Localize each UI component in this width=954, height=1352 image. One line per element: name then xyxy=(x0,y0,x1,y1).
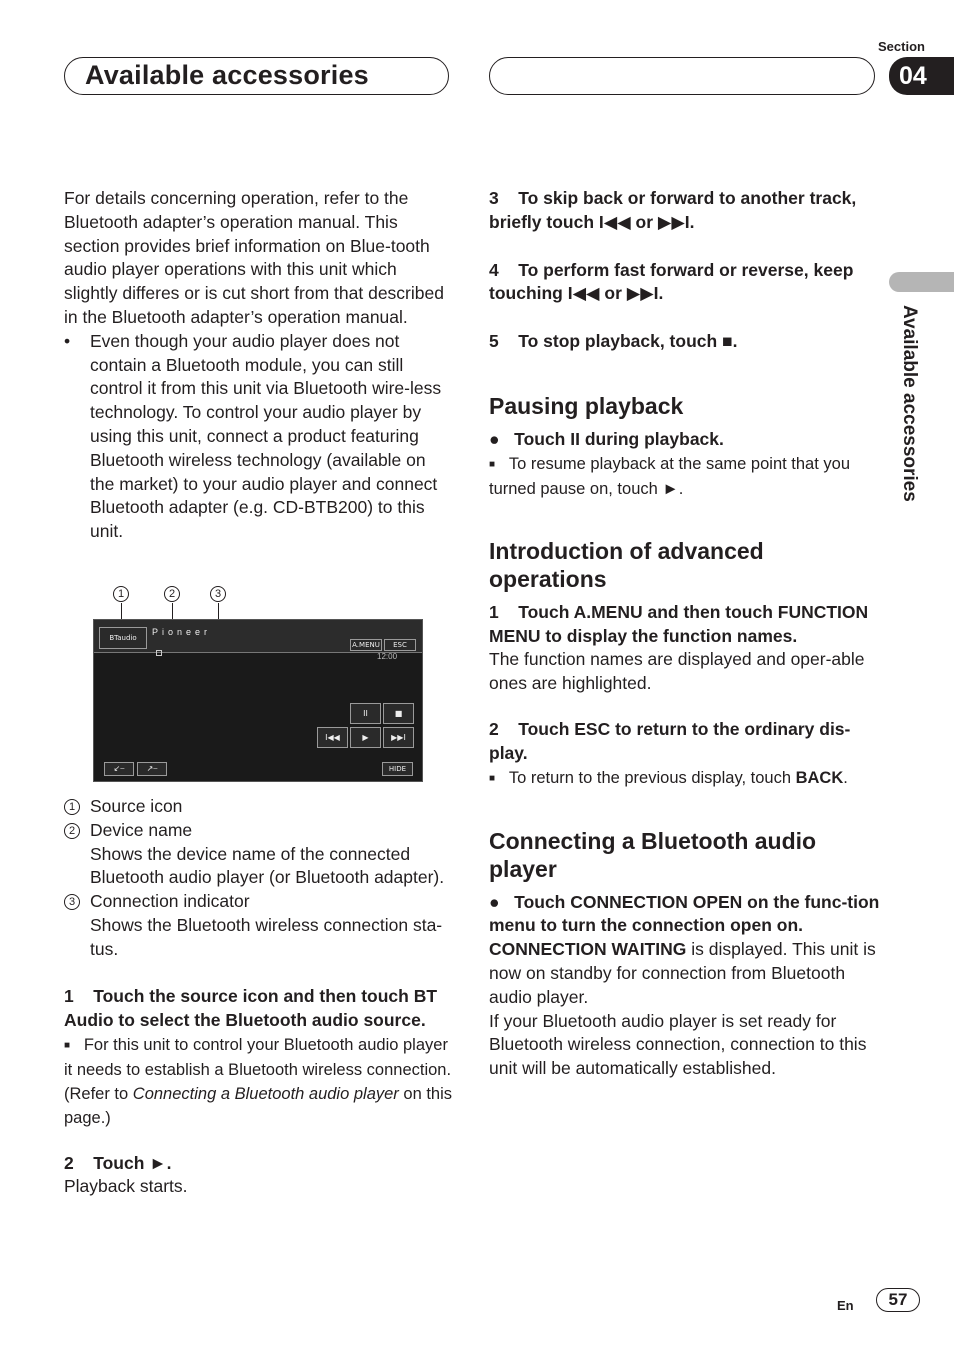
note-bold: BACK xyxy=(795,768,844,787)
stop-button: ■ xyxy=(383,703,414,724)
source-icon: BTaudio xyxy=(99,627,147,649)
adv-step-2-note xyxy=(489,766,881,791)
conn-desc-2: If your Bluetooth audio player is set ready for Bluetooth wireless connection, connection to this unit will be automatically established. xyxy=(489,1010,867,1079)
step-5 xyxy=(489,330,881,354)
pause-button: II xyxy=(350,703,381,724)
left-steps xyxy=(64,985,454,1199)
callout-1: 1 xyxy=(113,586,129,602)
callout-3: 3 xyxy=(210,586,226,602)
square-bullet: ■ xyxy=(489,772,496,784)
step-text: Touch ►. xyxy=(93,1152,172,1173)
conn-step xyxy=(489,891,881,939)
pausing-note xyxy=(489,452,881,501)
step-number: 2 xyxy=(489,718,499,739)
page-number: 57 xyxy=(876,1288,920,1312)
legend-item-3 xyxy=(64,890,456,914)
screen-left-button-1: ↙⎯ xyxy=(104,762,134,776)
device-name: Pioneer xyxy=(152,627,212,637)
screen-left-button-2: ↗⎯ xyxy=(137,762,167,776)
conn-desc-1 xyxy=(489,938,881,1009)
legend-desc: Shows the device name of the connected Bluetooth audio player (or Bluetooth adapter). xyxy=(90,843,445,888)
note-text: . xyxy=(843,768,848,787)
note-text: on this page.) xyxy=(64,1084,453,1127)
step-text: To skip back or forward to another track, briefly touch I◀◀ or ▶▶I. xyxy=(489,188,857,232)
legend-label: Device name xyxy=(90,819,193,840)
conn-desc-bold: CONNECTION WAITING xyxy=(489,939,687,960)
esc-button: ESC xyxy=(384,639,416,651)
hide-button: HIDE xyxy=(382,762,413,776)
step-2-desc: Playback starts. xyxy=(64,1176,188,1197)
step-2 xyxy=(64,1152,454,1176)
step-text: To perform fast forward or reverse, keep touching I◀◀ or ▶▶I. xyxy=(489,259,854,304)
callout-2: 2 xyxy=(164,586,180,602)
step-text: Touch ESC to return to the ordinary dis-play. xyxy=(489,718,851,763)
step-number: 3 xyxy=(489,188,499,208)
square-bullet: ■ xyxy=(64,1039,71,1051)
note-reference: Connecting a Bluetooth audio player xyxy=(132,1084,399,1103)
step-3 xyxy=(489,187,881,235)
heading-pausing: Pausing playback xyxy=(489,392,684,419)
step-number: 1 xyxy=(489,601,499,622)
prev-button: I◀◀ xyxy=(317,727,348,748)
pausing-step xyxy=(489,428,881,452)
heading-connecting: Connecting a Bluetooth audio player xyxy=(489,827,817,882)
intro-paragraph: For details concerning operation, refer to the Bluetooth adapter’s operation manual. This section provides brief information on Blue-tooth audio player operations with this unit which slightly differes or is cut short from that described in the Bluetooth adapter’s operation manual. xyxy=(64,188,444,327)
amenu-button: A.MENU xyxy=(350,639,382,651)
step-1-note xyxy=(64,1033,454,1130)
screen-clock: 12:00 xyxy=(377,652,398,661)
note-text: For this unit to control your Bluetooth audio player it needs to establish a Bluetooth wireless connection. (Refer to xyxy=(64,1035,452,1103)
connection-indicator xyxy=(156,650,162,656)
next-button: ▶▶I xyxy=(383,727,414,748)
adv-step-1-desc: The function names are displayed and oper-able ones are highlighted. xyxy=(489,649,865,694)
page-title: Available accessories xyxy=(85,60,369,90)
section-label: Section xyxy=(878,39,925,54)
bullet-text: Even though your audio player does not contain a Bluetooth module, you can still control it from this unit via Bluetooth wire-less technology. To control your audio player by using this unit, connect a product featuring Bluetooth wireless technology (available on the market) to your audio player and connect Bluetooth adapter (e.g. CD-BTB200) to this unit. xyxy=(90,330,442,542)
title-box xyxy=(64,57,449,95)
step-text: Touch CONNECTION OPEN on the func-tion menu to turn the connection open on. xyxy=(489,891,880,936)
legend-num: 2 xyxy=(64,823,80,839)
step-text: Touch II during playback. xyxy=(514,428,724,449)
legend-item-2 xyxy=(64,819,456,843)
legend-label: Connection indicator xyxy=(90,891,250,912)
step-text: To stop playback, touch ■. xyxy=(518,331,738,352)
step-4 xyxy=(489,259,881,307)
legend-item-1 xyxy=(64,795,456,819)
note-text: To resume playback at the same point that you turned pause on, touch ►. xyxy=(489,454,851,498)
conn-desc-text: is displayed. This unit is now on standby for connection from Bluetooth audio player. xyxy=(489,939,876,1007)
right-column xyxy=(489,187,881,1081)
play-button: ▶ xyxy=(350,727,381,748)
legend-num: 1 xyxy=(64,799,80,815)
step-number: 5 xyxy=(489,331,499,352)
step-text: Touch the source icon and then touch BT Audio to select the Bluetooth audio source. xyxy=(64,986,438,1030)
bullet-dot: • xyxy=(64,330,71,351)
adv-step-1 xyxy=(489,601,881,649)
legend-num: 3 xyxy=(64,894,80,910)
step-number: 1 xyxy=(64,986,74,1006)
circle-bullet: ● xyxy=(489,428,500,449)
heading-advanced: Introduction of advanced operations xyxy=(489,537,764,592)
circle-bullet: ● xyxy=(489,891,500,912)
language-label: En xyxy=(837,1298,854,1313)
section-number: 04 xyxy=(889,57,954,95)
side-tab xyxy=(889,272,954,292)
square-bullet: ■ xyxy=(489,458,496,470)
adv-step-2 xyxy=(489,718,881,766)
legend xyxy=(64,795,456,962)
head-unit-screen xyxy=(93,619,423,782)
bullet-item xyxy=(64,330,454,544)
side-label: Available accessories xyxy=(899,305,920,502)
left-column xyxy=(64,187,454,544)
step-1 xyxy=(64,985,454,1033)
header-blank-box xyxy=(489,57,875,95)
legend-desc: Shows the Bluetooth wireless connection sta-tus. xyxy=(90,914,443,959)
step-text: Touch A.MENU and then touch FUNCTION MENU to display the function names. xyxy=(489,601,869,646)
note-text: To return to the previous display, touch xyxy=(508,768,796,787)
step-number: 2 xyxy=(64,1152,74,1173)
legend-label: Source icon xyxy=(90,796,183,816)
step-number: 4 xyxy=(489,259,499,280)
